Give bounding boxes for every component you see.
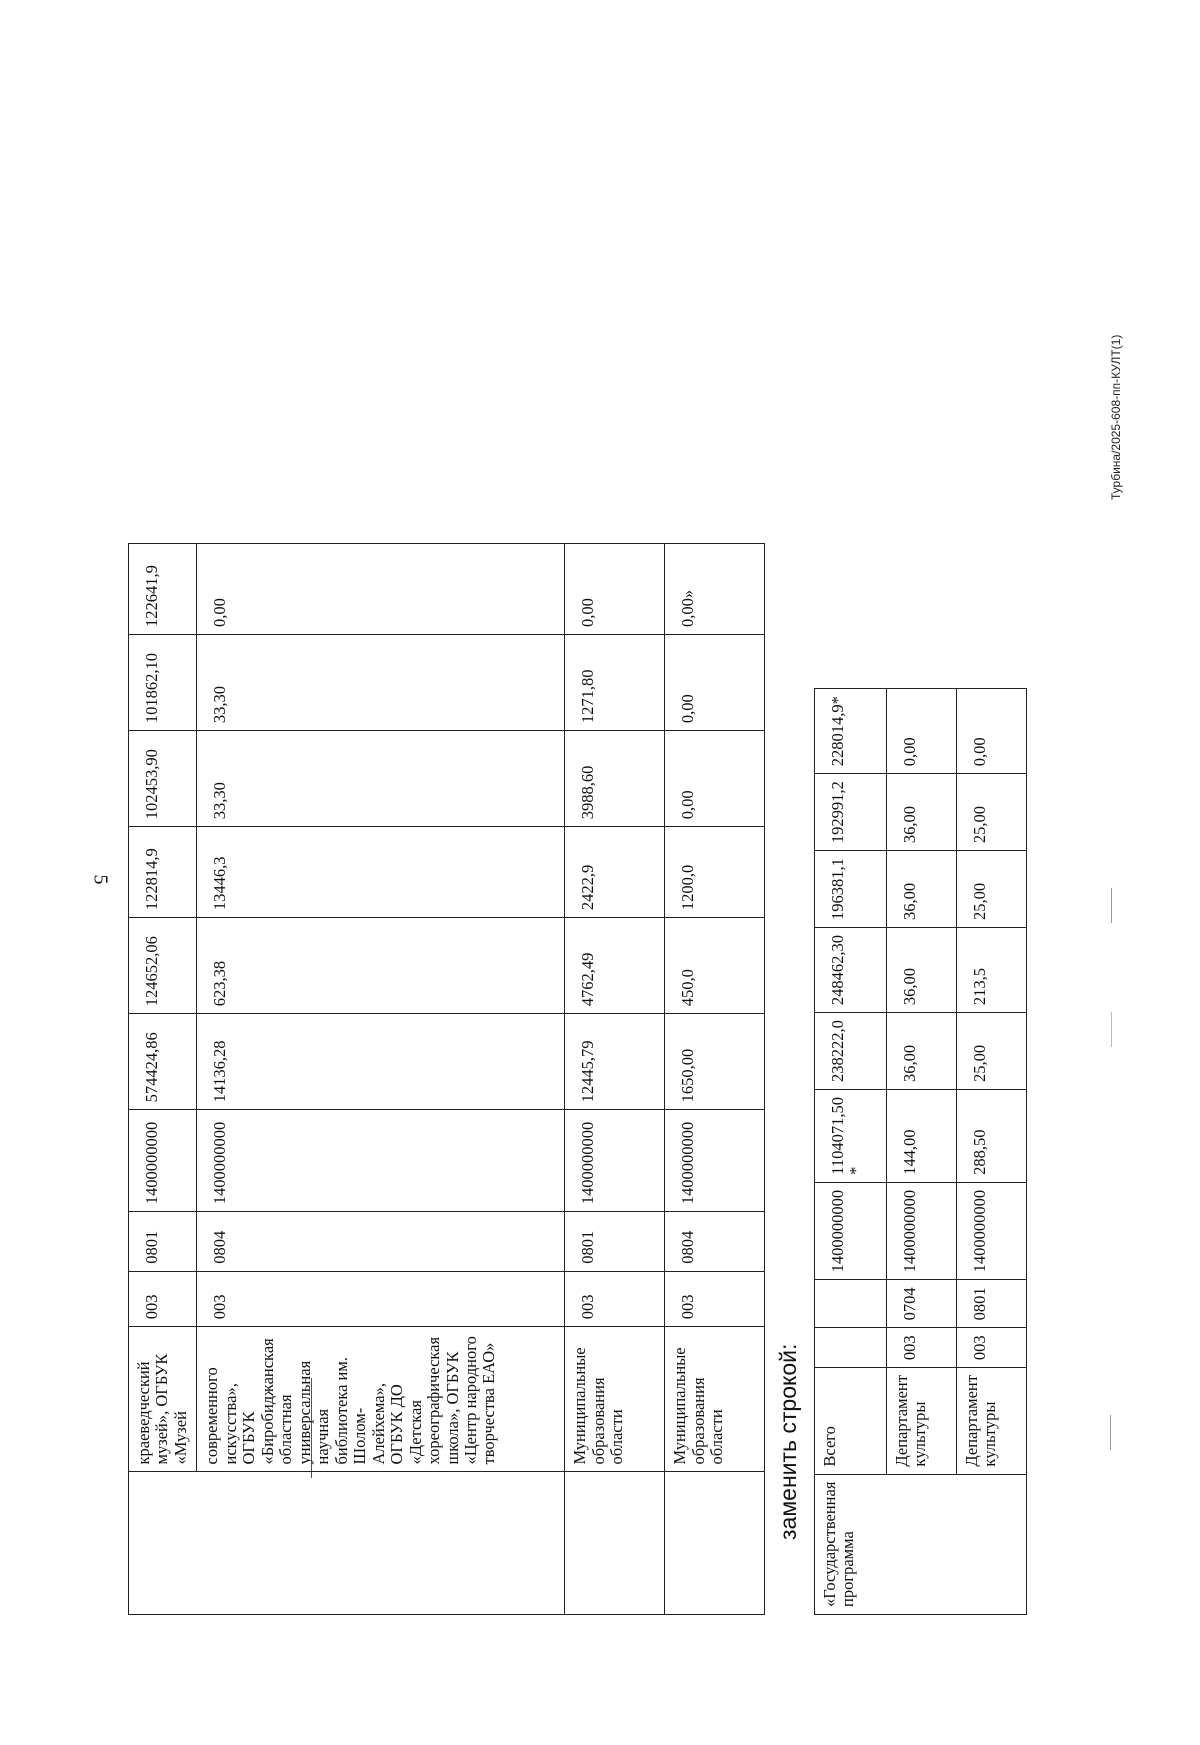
cs-cell: 1400000000 (129, 1110, 197, 1212)
value-cell: 122814,9 (129, 827, 197, 918)
cs-cell: 1400000000 (665, 1110, 765, 1212)
value-cell: 1104071,50 * (815, 1090, 887, 1183)
grbs-cell: 003 (197, 1271, 565, 1327)
value-cell: 144,00 (887, 1090, 957, 1183)
executor-cell: Муниципальные образования области (665, 1327, 765, 1472)
executor-cell: Муниципальные образования области (565, 1327, 665, 1472)
value-cell: 36,00 (887, 928, 957, 1013)
value-cell: 25,00 (957, 774, 1027, 851)
value-cell: 1271,80 (565, 634, 665, 730)
cs-cell: 1400000000 (957, 1182, 1027, 1280)
scan-mark (1111, 888, 1112, 923)
value-cell: 1200,0 (665, 827, 765, 918)
value-cell: 122641,9 (129, 544, 197, 635)
value-cell: 33,30 (197, 731, 565, 827)
table-row (565, 544, 665, 1615)
value-cell: 33,30 (197, 634, 565, 730)
executor-cell: краеведческий музей», ОГБУК «Музей (129, 1327, 197, 1472)
value-cell: 4762,49 (565, 918, 665, 1014)
funding-table-continued (128, 543, 765, 1615)
value-cell: 101862,10 (129, 634, 197, 730)
program-cell (129, 1472, 565, 1615)
value-cell: 0,00 (665, 731, 765, 827)
value-cell: 0,00 (665, 634, 765, 730)
value-cell: 248462,30 (815, 928, 887, 1013)
cs-cell: 1400000000 (565, 1110, 665, 1212)
value-cell: 574424,86 (129, 1014, 197, 1110)
rz-cell: 0801 (565, 1212, 665, 1271)
value-cell: 288,50 (957, 1090, 1027, 1183)
value-cell: 238222,0 (815, 1013, 887, 1090)
grbs-cell: 003 (565, 1271, 665, 1327)
table-row (197, 544, 565, 1615)
executor-cell: Департамент культуры (887, 1368, 957, 1475)
value-cell: 14136,28 (197, 1014, 565, 1110)
page-number: 5 (89, 874, 112, 885)
grbs-cell: 003 (129, 1271, 197, 1327)
cs-cell: 1400000000 (887, 1182, 957, 1280)
cs-cell: 1400000000 (815, 1182, 887, 1280)
rz-cell (815, 1280, 887, 1328)
value-cell: 124652,06 (129, 918, 197, 1014)
replace-caption: заменить строкой: (775, 1343, 801, 1540)
value-cell: 2422,9 (565, 827, 665, 918)
value-cell: 196381,1 (815, 851, 887, 928)
value-cell: 25,00 (957, 1013, 1027, 1090)
value-cell: 36,00 (887, 774, 957, 851)
grbs-cell: 003 (887, 1328, 957, 1368)
value-cell: 102453,90 (129, 731, 197, 827)
value-cell: 36,00 (887, 1013, 957, 1090)
rz-cell: 0801 (957, 1280, 1027, 1328)
value-cell: 228014,9* (815, 689, 887, 774)
scan-mark (1111, 1012, 1112, 1047)
value-cell: 192991,2 (815, 774, 887, 851)
value-cell: 1650,00 (665, 1014, 765, 1110)
value-cell: 450,0 (665, 918, 765, 1014)
rz-cell: 0804 (197, 1212, 565, 1271)
program-cell (565, 1472, 665, 1615)
table-row (815, 689, 887, 1615)
value-cell: 0,00 (887, 689, 957, 774)
funding-table-replacement (814, 688, 1027, 1615)
value-cell: 0,00» (665, 544, 765, 635)
grbs-cell (815, 1328, 887, 1368)
value-cell: 0,00 (565, 544, 665, 635)
program-cell (665, 1472, 765, 1615)
executor-cell: Всего (815, 1368, 887, 1475)
cs-cell: 1400000000 (197, 1110, 565, 1212)
value-cell: 213,5 (957, 928, 1027, 1013)
value-cell: 3988,60 (565, 731, 665, 827)
rz-cell: 0804 (665, 1212, 765, 1271)
value-cell: 36,00 (887, 851, 957, 928)
grbs-cell: 003 (665, 1271, 765, 1327)
grbs-cell: 003 (957, 1328, 1027, 1368)
value-cell: 0,00 (197, 544, 565, 635)
rz-cell: 0704 (887, 1280, 957, 1328)
table-row (665, 544, 765, 1615)
rz-cell: 0801 (129, 1212, 197, 1271)
program-cell: «Государственная программа (815, 1474, 1027, 1614)
value-cell: 13446,3 (197, 827, 565, 918)
value-cell: 623,38 (197, 918, 565, 1014)
executor-cell: Департамент культуры (957, 1368, 1027, 1475)
value-cell: 0,00 (957, 689, 1027, 774)
scan-mark (1110, 1415, 1111, 1450)
value-cell: 25,00 (957, 851, 1027, 928)
table-row (129, 544, 197, 1615)
document-code: Турбина/2025-608-пп-КУЛТ(1) (1109, 334, 1123, 500)
value-cell: 12445,79 (565, 1014, 665, 1110)
executor-cell: современного искусства», ОГБУК «Биробиджанская областная универсальная научная библиотека им. Шолом-Алейхема», ОГБУК ДО «Детская хореографическая школа», ОГБУК «Центр народного творчества ЕАО» (197, 1327, 565, 1472)
